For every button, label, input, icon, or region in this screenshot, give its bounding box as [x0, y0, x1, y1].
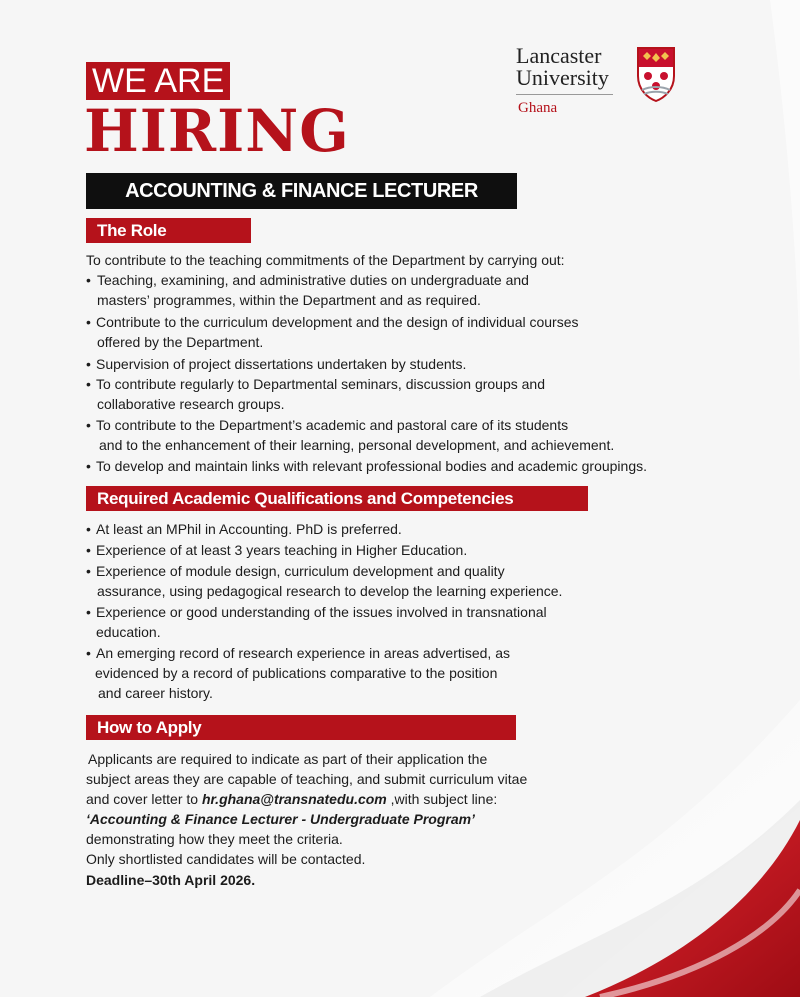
qual-bullet-2: •: [86, 542, 91, 558]
qual-bullet-4-line2: education.: [96, 624, 161, 640]
role-bullet-2-line1: Contribute to the curriculum development and the design of individual courses: [96, 314, 579, 330]
qual-bullet-1-line1: At least an MPhil in Accounting. PhD is preferred.: [96, 521, 402, 537]
logo-line1: Lancaster: [516, 43, 602, 68]
qual-bullet-5-line3: and career history.: [98, 685, 213, 701]
role-bullet-2-line2: offered by the Department.: [97, 334, 264, 350]
role-bullet-6: •: [86, 458, 91, 474]
role-bullet-6-line1: To develop and maintain links with relevant professional bodies and academic groupings.: [96, 458, 647, 474]
role-bullet-3: •: [86, 356, 91, 372]
role-bullet-3-line1: Supervision of project dissertations undertaken by students.: [96, 356, 467, 372]
qual-bullet-5-line1: An emerging record of research experience in areas advertised, as: [96, 645, 510, 661]
qual-bullet-3-line1: Experience of module design, curriculum development and quality: [96, 563, 505, 579]
apply-line5: demonstrating how they meet the criteria.: [86, 831, 343, 847]
logo-line2: University: [516, 65, 609, 90]
apply-line1: Applicants are required to indicate as part of their application the: [88, 751, 488, 767]
logo-divider: [516, 94, 613, 95]
qual-bullet-2-line1: Experience of at least 3 years teaching in Higher Education.: [96, 542, 468, 558]
section-heading-apply: How to Apply: [86, 715, 516, 740]
apply-line3: [86, 789, 497, 809]
role-bullet-5: •: [86, 417, 91, 433]
role-bullet-2: •: [86, 314, 91, 330]
role-bullet-4-line1: To contribute regularly to Departmental seminars, discussion groups and: [96, 376, 546, 392]
apply-line2: subject areas they are capable of teaching, and submit curriculum vitae: [86, 771, 528, 787]
role-bullet-4: •: [86, 376, 91, 392]
qual-bullet-1: •: [86, 521, 91, 537]
email-link[interactable]: hr.ghana@transnatedu.com: [201, 791, 387, 807]
role-bullet-5-line2: and to the enhancement of their learning, personal development, and achievement.: [99, 437, 615, 453]
role-bullet-1-line2: masters’ programmes, within the Department and as required.: [97, 292, 481, 308]
apply-line3-pre: and cover letter to: [86, 791, 202, 807]
apply-deadline: Deadline–30th April 2026.: [86, 872, 256, 888]
section-heading-qualifications: Required Academic Qualifications and Competencies: [86, 486, 588, 511]
we-are-banner: WE ARE: [86, 62, 230, 100]
apply-subject-line: ‘Accounting & Finance Lecturer - Undergraduate Program’: [86, 811, 475, 827]
qual-bullet-3-line2: assurance, using pedagogical research to develop the learning experience.: [97, 583, 563, 599]
qual-bullet-4-line1: Experience or good understanding of the issues involved in transnational: [96, 604, 547, 620]
qual-bullet-5: •: [86, 645, 91, 661]
qual-bullet-5-line2: evidenced by a record of publications comparative to the position: [95, 665, 498, 681]
job-title-bar: ACCOUNTING & FINANCE LECTURER: [86, 173, 517, 209]
qual-bullet-4: •: [86, 604, 91, 620]
role-intro: To contribute to the teaching commitments of the Department by carrying out:: [86, 252, 565, 268]
role-bullet-1-line1: Teaching, examining, and administrative duties on undergraduate and: [97, 272, 529, 288]
logo-campus: Ghana: [518, 100, 558, 116]
apply-line3-post: ,with subject line:: [386, 791, 498, 807]
hiring-title: HIRING: [84, 97, 350, 165]
apply-line6: Only shortlisted candidates will be contacted.: [86, 851, 366, 867]
role-bullet-4-line2: collaborative research groups.: [97, 396, 285, 412]
role-bullet-1: •: [86, 272, 91, 288]
section-heading-role: The Role: [86, 218, 251, 243]
role-bullet-5-line1: To contribute to the Department’s academic and pastoral care of its students: [96, 417, 569, 433]
crest-icon: [636, 46, 676, 102]
university-logo: [516, 44, 696, 124]
qual-bullet-3: •: [86, 563, 91, 579]
